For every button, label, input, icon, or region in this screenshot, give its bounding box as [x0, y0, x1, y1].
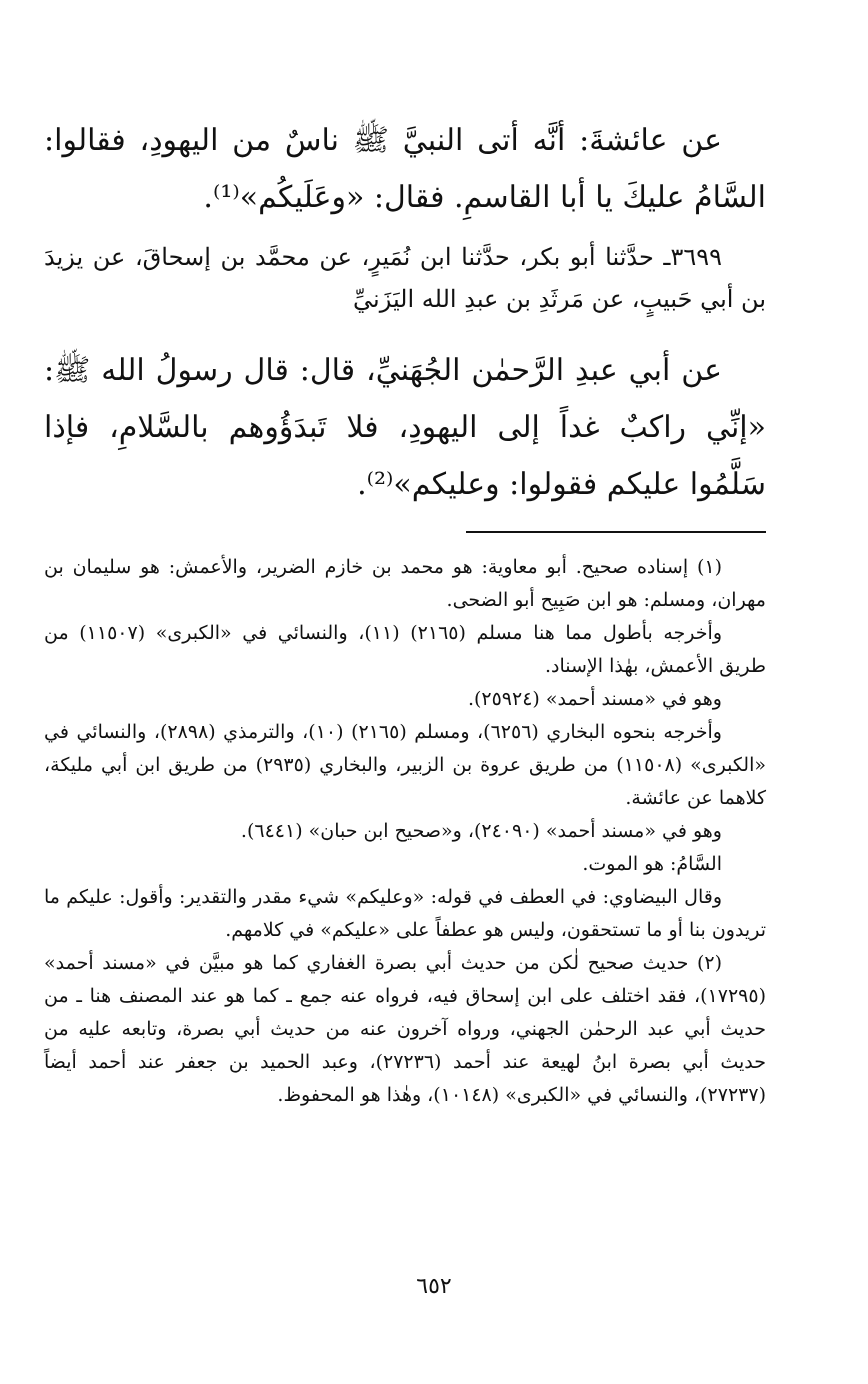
isnad-3699: ٣٦٩٩ـ حدَّثنا أبو بكر، حدَّثنا ابن نُمَيرٍ، عن محمَّد بن إسحاقَ، عن يزيدَ بن أبي حَبيبٍ، عن مَرثَدِ بن عبدِ الله اليَزَنيِّ: [44, 243, 766, 313]
hadith-paragraph-2: عن أبي عبدِ الرَّحمٰن الجُهَنيِّ، قال: قال رسولُ الله ﷺ: «إنِّي راكبٌ غداً إلى اليهودِ، فلا تَبدَؤُوهم بالسَّلامِ، فإذا سَلَّمُوا عليكم فقولوا: وعليكم»⁽²⁾.: [44, 353, 766, 502]
footnote-1-takhrij-2: وأخرجه بنحوه البخاري (٦٢٥٦)، ومسلم (٢١٦٥) (١٠)، والترمذي (٢٨٩٨)، والنسائي في «الكبرى» (١١٥٠٨) من طريق عروة بن الزبير، والبخاري (٢٩٣٥) من طريق ابن أبي مليكة، كلاهما عن عائشة.: [44, 721, 766, 809]
footnote-1-musnad-2: وهو في «مسند أحمد» (٢٤٠٩٠)، و«صحيح ابن حبان» (٦٤٤١).: [240, 820, 722, 842]
hadith-paragraph-1: عن عائشةَ: أنَّه أتى النبيَّ ﷺ ناسٌ من اليهودِ، فقالوا: السَّامُ عليكَ يا أبا القاسمِ. فقال: «وعَلَيكُم»⁽¹⁾.: [44, 123, 766, 215]
footnote-2: (٢) حديث صحيح لٰكن من حديث أبي بصرة الغفاري كما هو مبيَّن في «مسند أحمد» (١٧٢٩٥)، فقد اختلف على ابن إسحاق فيه، فرواه عنه جمع ـ كما هو عند المصنف هنا ـ من حديث أبي عبد الرحمٰن الجهني، ورواه آخرون عنه من حديث أبي بصرة، وتابعه عليه من حديث أبي بصرة ابنُ لهيعة عند أحمد (٢٧٢٣٦)، وعبد الحميد بن جعفر عند أحمد أيضاً (٢٧٢٣٧)، والنسائي في «الكبرى» (١٠١٤٨)، وهٰذا هو المحفوظ.: [44, 952, 766, 1106]
footnote-1-gloss: السَّامُ: هو الموت.: [582, 853, 722, 875]
page-body: [44, 112, 766, 1112]
footnote-1-takhrij: وأخرجه بأطول مما هنا مسلم (٢١٦٥) (١١)، والنسائي في «الكبرى» (١١٥٠٧) من طريق الأعمش، بهٰذا الإسناد.: [44, 622, 766, 677]
footnote-divider: [466, 531, 766, 533]
footnote-1-musnad: وهو في «مسند أحمد» (٢٥٩٢٤).: [467, 688, 722, 710]
page-number: ٦٥٢: [416, 1274, 452, 1299]
footnote-1-baydawi: وقال البيضاوي: في العطف في قوله: «وعليكم» شيء مقدر والتقدير: وأقول: عليكم ما تريدون بنا أو ما تستحقون، وليس هو عطفاً على «عليكم» في كلامهم.: [44, 886, 766, 941]
footnote-1: (١) إسناده صحيح. أبو معاوية: هو محمد بن خازم الضرير، والأعمش: هو سليمان بن مهران، ومسلم: هو ابن صَبِيح أبو الضحى.: [44, 556, 766, 611]
footnotes-section: [44, 551, 766, 1112]
